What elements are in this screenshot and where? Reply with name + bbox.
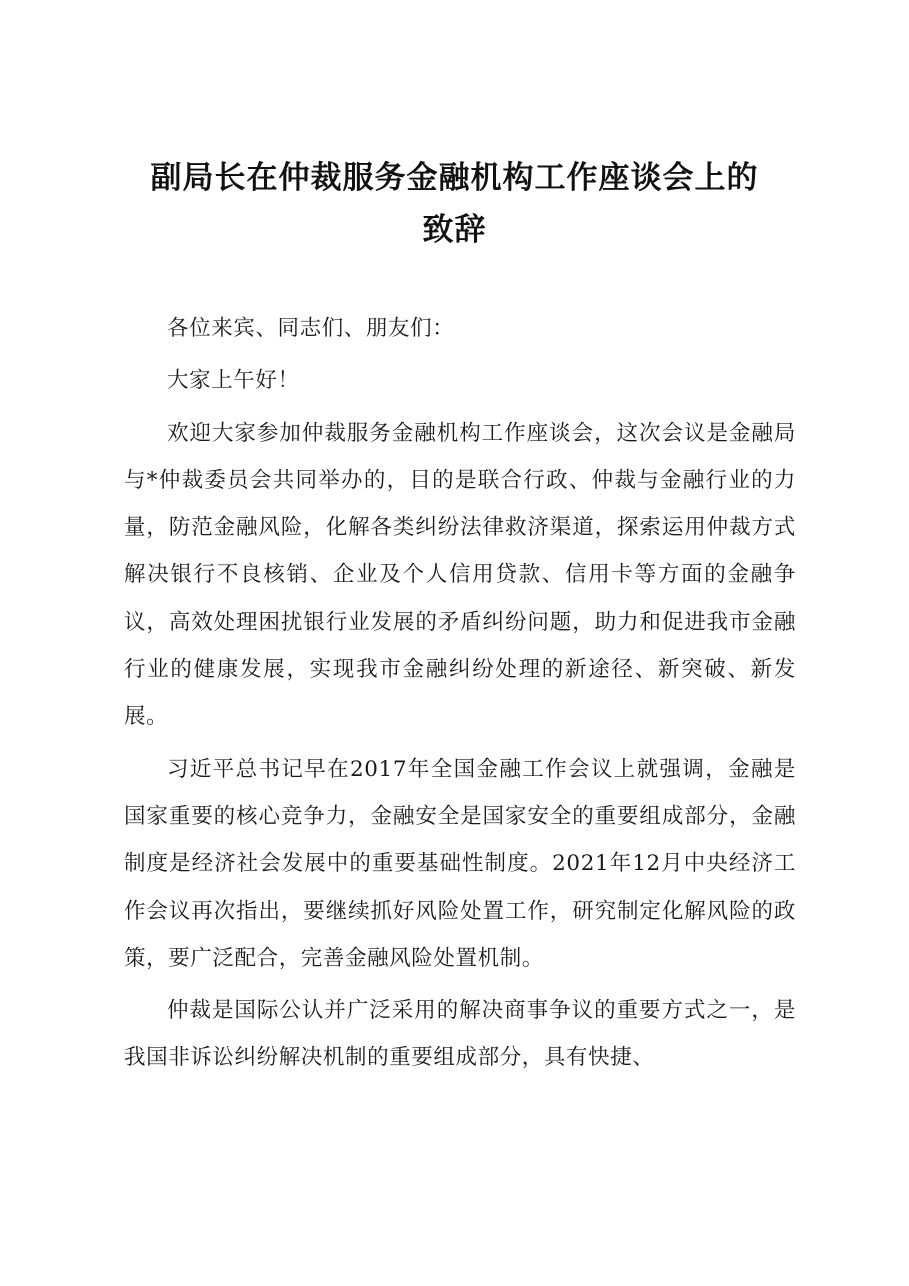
title-line-1: 副局长在仲裁服务金融机构工作座谈会上的 [150,160,759,196]
policy-paragraph: 习近平总书记早在2017年全国金融工作会议上就强调，金融是国家重要的核心竞争力，金融安全是国家安全的重要组成部分，金融制度是经济社会发展中的重要基础性制度。2021年12月中央经济工作会议再次指出，要继续抓好风险处置工作，研究制定化解风险的政策，要广泛配合，完善金融风险处置机制。 [124,756,796,971]
title-line-2: 致辞 [422,212,487,248]
document-title [120,152,789,256]
arbitration-paragraph: 仲裁是国际公认并广泛采用的解决商事争议的重要方式之一，是我国非诉讼纠纷解决机制的重要组成部分，具有快捷、 [124,998,796,1071]
greeting-paragraph: 大家上午好！ [167,368,300,394]
salutation-paragraph: 各位来宾、同志们、朋友们： [167,316,455,341]
welcome-paragraph: 欢迎大家参加仲裁服务金融机构工作座谈会，这次会议是金融局与*仲裁委员会共同举办的，目的是联合行政、仲裁与金融行业的力量，防范金融风险，化解各类纠纷法律救济渠道，探索运用仲裁方式解决银行不良核销、企业及个人信用贷款、信用卡等方面的金融争议，高效处理困扰银行业发展的矛盾纠纷问题，助力和促进我市金融行业的健康发展，实现我市金融纠纷处理的新途径、新突破、新发展。 [124,420,796,730]
document-body [124,305,796,1082]
